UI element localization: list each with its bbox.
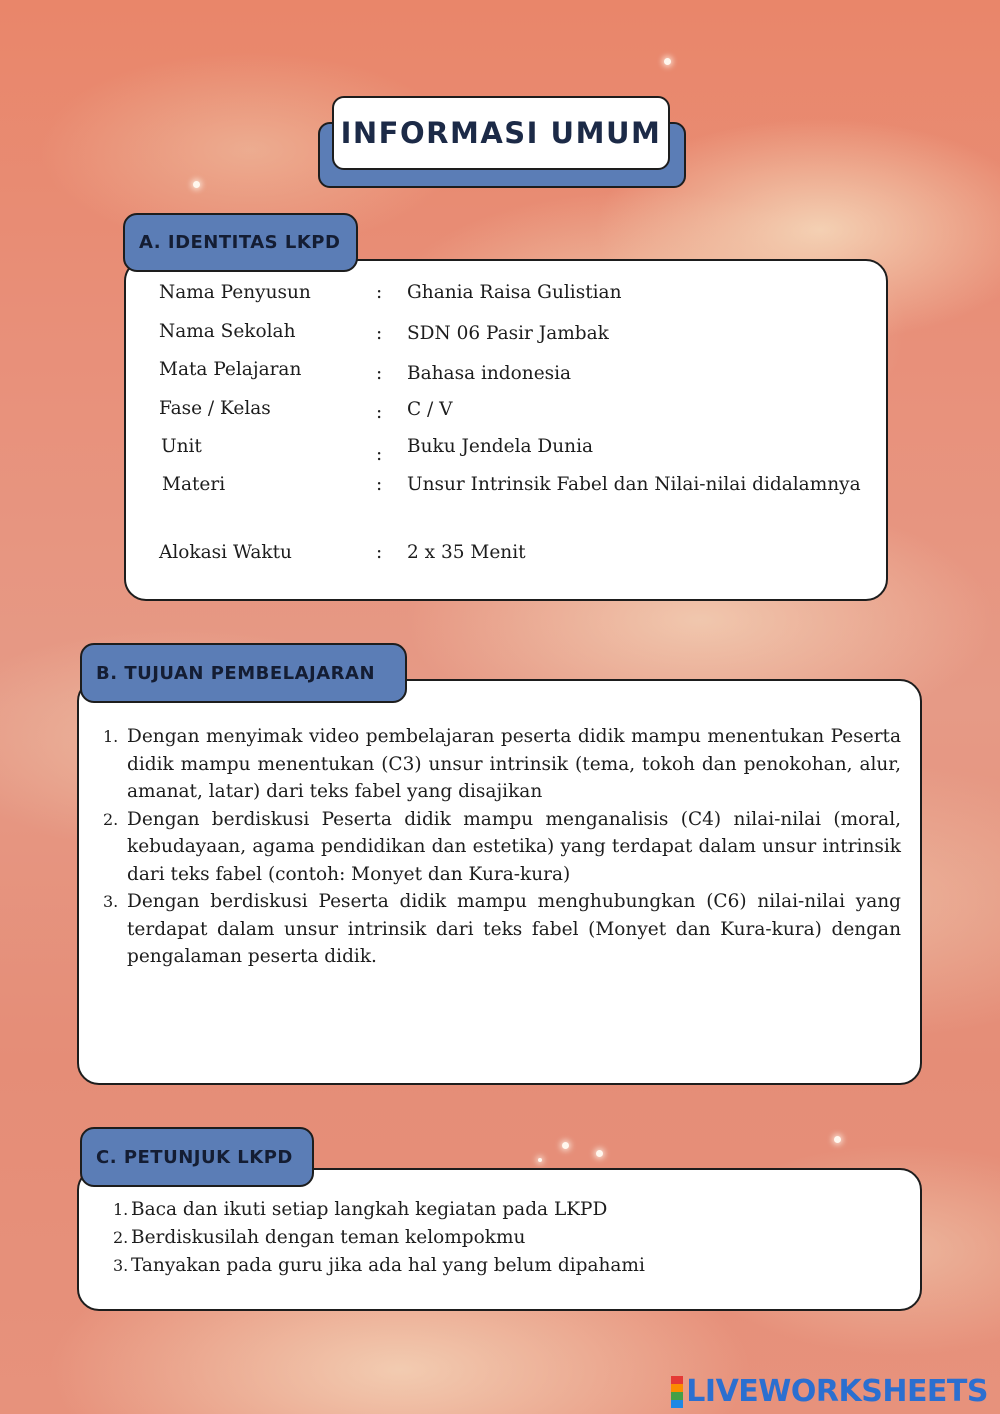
row-value: SDN 06 Pasir Jambak: [407, 323, 609, 344]
decorative-star: [834, 1136, 841, 1143]
row-label: Materi: [162, 474, 226, 495]
row-label: Alokasi Waktu: [159, 542, 292, 563]
item-text: Dengan menyimak video pembelajaran peserta didik mampu menentukan Peserta didik mampu menentukan (C3) unsur intrinsik (tema, tokoh dan penokohan, alur, amanat, latar) dari teks fabel yang disajikan: [127, 726, 901, 802]
petunjuk-list: [113, 1196, 893, 1280]
decorative-star: [193, 181, 200, 188]
liveworksheets-logo[interactable]: [671, 1374, 988, 1409]
item-text: Baca dan ikuti setiap langkah kegiatan pada LKPD: [131, 1199, 608, 1220]
page-title-card: [332, 96, 670, 170]
item-text: Dengan berdiskusi Peserta didik mampu menganalisis (C4) nilai-nilai (moral, kebudayaan, agama pendidikan dan estetika) yang terdapat dalam unsur intrinsik dari teks fabel (contoh: Monyet dan Kura-kura): [127, 808, 901, 885]
item-number: 2.: [103, 809, 119, 829]
row-label: Mata Pelajaran: [159, 359, 302, 380]
item-number: 3.: [113, 1256, 129, 1275]
row-label: Nama Penyusun: [159, 282, 311, 303]
row-colon: :: [376, 542, 383, 563]
petunjuk-box: [77, 1168, 922, 1311]
decorative-star: [596, 1150, 603, 1157]
row-value: Bahasa indonesia: [407, 363, 572, 384]
row-colon: :: [376, 474, 383, 495]
row-value: Buku Jendela Dunia: [407, 436, 594, 457]
live-badge-icon: [671, 1376, 683, 1408]
page-title: INFORMASI UMUM: [340, 116, 662, 150]
logo-text: LIVEWORKSHEETS: [686, 1374, 988, 1409]
list-item: [103, 888, 901, 971]
row-value: C / V: [407, 399, 453, 420]
petunjuk-tab-label: C. PETUNJUK LKPD: [96, 1146, 293, 1168]
row-label: Fase / Kelas: [159, 398, 271, 419]
row-value: 2 x 35 Menit: [407, 542, 526, 563]
decorative-star: [562, 1142, 569, 1149]
tujuan-tab-label: B. TUJUAN PEMBELAJARAN: [96, 662, 376, 684]
item-text: Tanyakan pada guru jika ada hal yang belum dipahami: [131, 1255, 645, 1276]
item-number: 1.: [113, 1200, 129, 1219]
decorative-star: [538, 1158, 542, 1162]
row-colon: :: [376, 363, 383, 384]
list-item: [113, 1252, 893, 1280]
list-item: [113, 1196, 893, 1224]
badge-stripe: [671, 1392, 683, 1400]
badge-stripe: [671, 1376, 683, 1384]
row-colon: :: [376, 323, 383, 344]
tujuan-list: [103, 723, 901, 971]
list-item: [103, 806, 901, 889]
item-text: Berdiskusilah dengan teman kelompokmu: [131, 1227, 526, 1248]
row-value: Ghania Raisa Gulistian: [407, 282, 622, 303]
row-colon: :: [376, 402, 383, 423]
badge-stripe: [671, 1384, 683, 1392]
row-value: Unsur Intrinsik Fabel dan Nilai-nilai didalamnya: [407, 474, 861, 495]
tujuan-tab: [80, 643, 407, 703]
petunjuk-tab: [80, 1127, 314, 1187]
identitas-tab: [123, 213, 358, 272]
row-colon: :: [376, 282, 383, 303]
list-item: [113, 1224, 893, 1252]
identitas-box: [124, 259, 888, 601]
decorative-star: [664, 58, 671, 65]
item-number: 3.: [103, 892, 119, 911]
list-item: [103, 723, 901, 806]
identitas-tab-label: A. IDENTITAS LKPD: [139, 232, 341, 253]
item-number: 1.: [103, 727, 119, 746]
badge-stripe: [671, 1400, 683, 1408]
row-label: Nama Sekolah: [159, 321, 296, 342]
item-text: Dengan berdiskusi Peserta didik mampu menghubungkan (C6) nilai-nilai yang terdapat dalam unsur intrinsik dari teks fabel (Monyet dan Kura-kura) dengan pengalaman peserta didik.: [127, 891, 901, 967]
row-colon: :: [376, 444, 383, 465]
tujuan-box: [77, 679, 922, 1085]
row-label: Unit: [161, 436, 202, 457]
item-number: 2.: [113, 1228, 129, 1247]
